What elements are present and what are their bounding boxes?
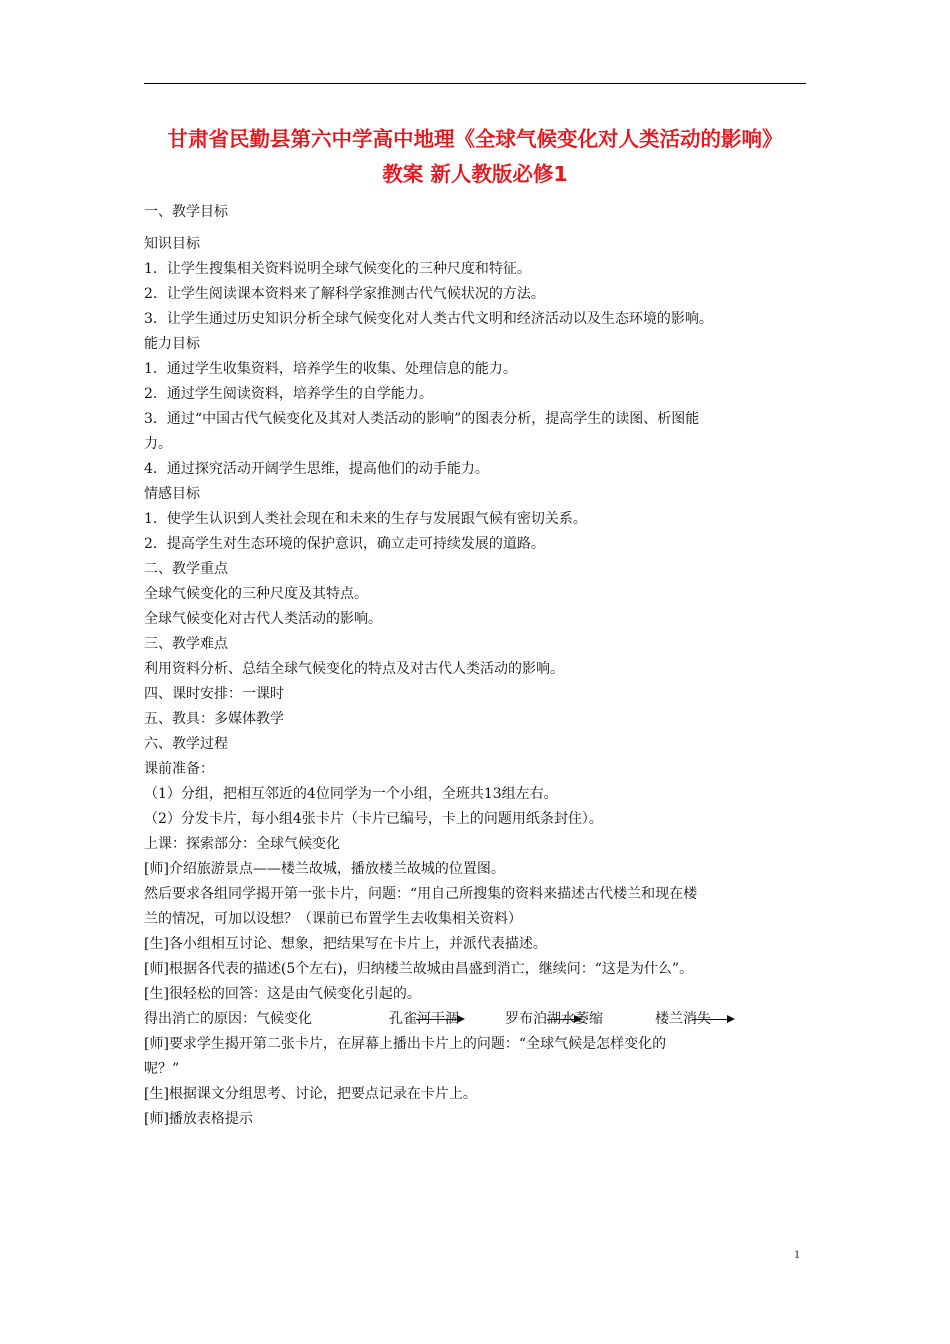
text-line: 上课：探索部分：全球气候变化 <box>144 836 340 852</box>
section-heading-difficulties: 三、教学难点 <box>144 636 228 652</box>
spacer <box>144 225 812 232</box>
cause-step-1: 孔雀河干涸 <box>389 1011 459 1027</box>
text-line: 1．通过学生收集资料，培养学生的收集、处理信息的能力。 <box>144 361 517 377</box>
text-line: 全球气候变化对古代人类活动的影响。 <box>144 611 382 627</box>
document-title-line-1: 甘肃省民勤县第六中学高中地理《全球气候变化对人类活动的影响》 <box>167 127 783 151</box>
subheading-knowledge: 知识目标 <box>144 236 200 252</box>
cause-chain-label: 得出消亡的原因：气候变化 <box>144 1011 312 1027</box>
arrow-right-icon <box>416 1019 458 1020</box>
text-line: 课前准备： <box>144 761 214 777</box>
text-line: 利用资料分析、总结全球气候变化的特点及对古代人类活动的影响。 <box>144 661 564 677</box>
text-line: [生]各小组相互讨论、想象，把结果写在卡片上，并派代表描述。 <box>144 936 547 952</box>
text-line: 2．通过学生阅读资料，培养学生的自学能力。 <box>144 386 433 402</box>
cause-step-3: 楼兰消失 <box>655 1011 711 1027</box>
cause-chain-row <box>144 1007 812 1032</box>
arrow-right-icon <box>547 1019 575 1020</box>
text-line: 全球气候变化的三种尺度及其特点。 <box>144 586 368 602</box>
text-line: [生]很轻松的回答：这是由气候变化引起的。 <box>144 986 421 1002</box>
section-heading-objectives: 一、教学目标 <box>144 204 228 220</box>
text-line: 4．通过探究活动开阔学生思维，提高他们的动手能力。 <box>144 461 489 477</box>
text-line: 3．通过“中国古代气候变化及其对人类活动的影响”的图表分析，提高学生的读图、析图能 <box>144 411 700 427</box>
section-heading-tools: 五、教具：多媒体教学 <box>144 711 284 727</box>
section-heading-key-points: 二、教学重点 <box>144 561 228 577</box>
text-line: [生]根据课文分组思考、讨论，把要点记录在卡片上。 <box>144 1086 477 1102</box>
header-rule <box>144 83 806 84</box>
document-body <box>144 200 812 1132</box>
text-line: [师]要求学生揭开第二张卡片，在屏幕上播出卡片上的问题：“全球气候是怎样变化的 <box>144 1036 667 1052</box>
text-line: 呢？” <box>144 1061 180 1077</box>
section-heading-schedule: 四、课时安排：一课时 <box>144 686 284 702</box>
text-line: 力。 <box>144 436 172 452</box>
text-line: 1．使学生认识到人类社会现在和未来的生存与发展跟气候有密切关系。 <box>144 511 587 527</box>
document-title-line-2: 教案 新人教版必修1 <box>382 162 568 186</box>
text-line: 3．让学生通过历史知识分析全球气候变化对人类古代文明和经济活动以及生态环境的影响。 <box>144 311 713 327</box>
text-line: （1）分组，把相互邻近的4位同学为一个小组，全班共13组左右。 <box>144 786 558 802</box>
text-line: [师]播放表格提示 <box>144 1111 253 1127</box>
page-number: 1 <box>794 1247 800 1261</box>
text-line: [师]根据各代表的描述(5个左右)，归纳楼兰故城由昌盛到消亡，继续问：“这是为什么”。 <box>144 961 694 977</box>
text-line: 2．提高学生对生态环境的保护意识，确立走可持续发展的道路。 <box>144 536 545 552</box>
text-line: （2）分发卡片，每小组4张卡片（卡片已编号，卡上的问题用纸条封住）。 <box>144 811 603 827</box>
text-line: 兰的情况，可加以设想？（课前已布置学生去收集相关资料） <box>144 911 522 927</box>
text-line: [师]介绍旅游景点——楼兰故城，播放楼兰故城的位置图。 <box>144 861 505 877</box>
section-heading-process: 六、教学过程 <box>144 736 228 752</box>
subheading-emotion: 情感目标 <box>144 486 200 502</box>
cause-step-2: 罗布泊湖水萎缩 <box>505 1011 603 1027</box>
subheading-ability: 能力目标 <box>144 336 200 352</box>
arrow-right-icon <box>692 1019 728 1020</box>
text-line: 2．让学生阅读课本资料来了解科学家推测古代气候状况的方法。 <box>144 286 545 302</box>
text-line: 然后要求各组同学揭开第一张卡片，问题：“用自己所搜集的资料来描述古代楼兰和现在楼 <box>144 886 698 902</box>
text-line: 1．让学生搜集相关资料说明全球气候变化的三种尺度和特征。 <box>144 261 531 277</box>
